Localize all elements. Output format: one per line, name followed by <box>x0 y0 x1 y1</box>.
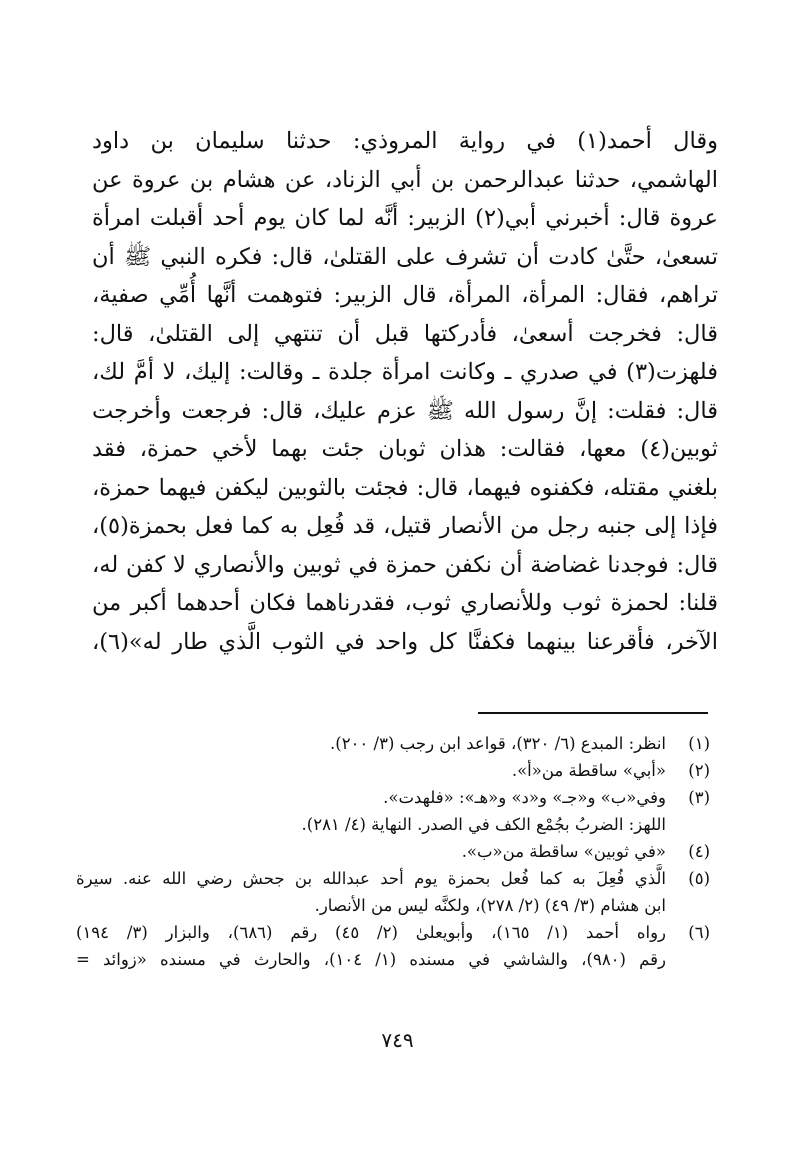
footnote-number: (٣) <box>688 788 710 807</box>
footnote-number: (٢) <box>688 761 710 780</box>
main-text-line: بلغني مقتله، فكفنوه فيهما، قال: فجئت بالثوبين ليكفن فيهما حمزة، <box>92 474 718 501</box>
footnote-number: (٦) <box>688 923 710 942</box>
main-text-line: تسعىٰ، حتَّىٰ كادت أن تشرف على القتلىٰ، قال: فكره النبي ﷺ أن <box>92 243 718 270</box>
main-text-line: الآخر، فأقرعنا بينهما فكفنَّا كل واحد في الثوب الَّذي طار له»(٦)، <box>92 628 718 655</box>
main-text-line: عروة قال: أخبرني أبي(٢) الزبير: أنَّه لما كان يوم أحد أقبلت امرأة <box>92 205 718 231</box>
main-text-line: تراهم، فقال: المرأة، المرأة، قال الزبير: فتوهمت أنَّها أُمِّي صفية، <box>92 282 718 308</box>
main-text-line: قال: فخرجت أسعىٰ، فأدركتها قبل أن تنتهي إلى القتلىٰ، قال: <box>92 320 718 347</box>
footnote-6 <box>76 919 710 973</box>
footnote-4 <box>76 838 710 865</box>
main-text-line: وقال أحمد(١) في رواية المروذي: حدثنا سليمان بن داود <box>92 128 718 154</box>
footnote-line: «أبي» ساقطة من«أ». <box>511 761 666 780</box>
footnote-3 <box>76 784 710 838</box>
main-text-line: ثوبين(٤) معها، فقالت: هذان ثوبان جئت بهما لأخي حمزة، فقد <box>92 436 718 462</box>
footnote-line: «في ثوبين» ساقطة من«ب». <box>461 842 666 861</box>
main-text-line: قلنا: لحمزة ثوب وللأنصاري ثوب، فقدرناهما فكان أحدهما أكبر من <box>92 590 718 616</box>
main-text-line: فلهزت(٣) في صدري ـ وكانت امرأة جلدة ـ وقالت: إليك، لا أمَّ لك، <box>92 359 718 385</box>
footnote-separator <box>478 712 708 714</box>
page-number: ٧٤٩ <box>381 1028 414 1052</box>
footnote-line: الَّذي فُعِلَ به كما فُعل بحمزة يوم أحد عبدالله بن جحش رضي الله عنه. سيرة <box>76 869 666 888</box>
footnotes-block <box>76 730 710 973</box>
main-text-line: قال: فقلت: إنَّ رسول الله ﷺ عزم عليك، قال: فرجعت وأخرجت <box>92 397 718 424</box>
footnote-number: (١) <box>688 734 710 753</box>
footnote-line: رقم (٩٨٠)، والشاشي في مسنده (١/ ١٠٤)، والحارث في مسنده «زوائد = <box>76 950 666 969</box>
footnote-line: ابن هشام (٣/ ٤٩) (٢/ ٢٧٨)، ولكنَّه ليس من الأنصار. <box>314 896 666 915</box>
main-text-line: الهاشمي، حدثنا عبدالرحمن بن أبي الزناد، عن هشام بن عروة عن <box>92 166 718 193</box>
footnote-line: رواه أحمد (١/ ١٦٥)، وأبويعلىٰ (٢/ ٤٥) رقم (٦٨٦)، والبزار (٣/ ١٩٤) <box>76 923 667 942</box>
main-text-block <box>92 122 718 661</box>
footnote-line: انظر: المبدع (٦/ ٣٢٠)، قواعد ابن رجب (٣/ ٢٠٠). <box>330 734 666 753</box>
footnote-1 <box>76 730 710 757</box>
footnote-line: اللهز: الضربُ بجُمْع الكف في الصدر. النهاية (٤/ ٢٨١). <box>301 815 666 834</box>
main-text-line: فإذا إلى جنبه رجل من الأنصار قتيل، قد فُعِل به كما فعل بحمزة(٥)، <box>92 513 718 539</box>
main-text-line: قال: فوجدنا غضاضة أن نكفن حمزة في ثوبين والأنصاري لا كفن له، <box>92 551 718 578</box>
footnote-number: (٥) <box>688 869 710 888</box>
footnote-2 <box>76 757 710 784</box>
footnote-5 <box>76 865 710 919</box>
footnote-number: (٤) <box>688 842 710 861</box>
footnote-line: وفي«ب» و«جـ» و«د» و«هـ»: «فلهدت». <box>383 788 666 807</box>
